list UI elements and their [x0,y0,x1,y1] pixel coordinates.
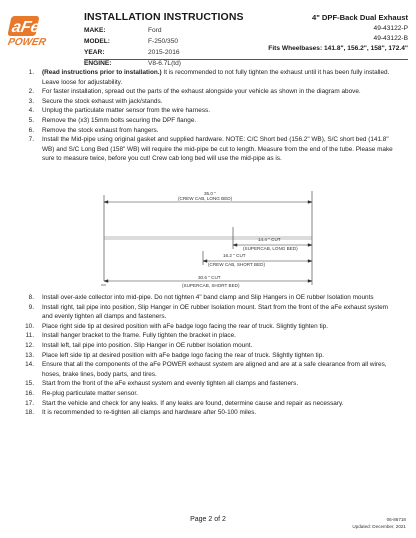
step-text: Remove the (x3) 15mm bolts securing the DPF flange. [42,116,197,124]
list-item [22,322,398,332]
afe-power-logo [4,14,78,48]
model-label: MODEL: [84,38,111,45]
page-number: Page 2 of 2 [190,516,226,523]
step-number: 10. [25,322,34,330]
dim-supercab-long-bed: 14.4 " CUT [258,237,281,242]
list-item [22,293,398,303]
wheelbase-fit: Fits Wheelbases: 141.8", 156.2", 158", 172.4" [268,45,408,53]
step-number: 9. [28,303,34,311]
list-item [22,408,398,418]
svg-text:POWER: POWER [6,37,47,48]
step-number: 15. [25,380,34,388]
dim-supercab-short-bed-note: (SUPERCAB, SHORT BED) [182,283,240,288]
step-text: Install over-axle collector into mid-pipe. Do not tighten 4" band clamp and Slip Hangers in OE rubber Isolation mounts [42,294,374,301]
dim-supercab-long-bed-note: (SUPERCAB, LONG BED) [243,246,298,251]
step-number: 17. [25,399,34,407]
step-text: Install right, tail pipe into position, Slip Hanger in OE rubber Isolation mount. Start from the front of the aFe exhaust system and evenly tighten all clamps and fasteners. [42,303,388,321]
list-item [22,399,398,409]
step-number: 4. [28,107,34,115]
list-item [22,68,398,87]
step-text: Unplug the particulate matter sensor from the wire harness. [42,107,211,115]
step-number: 14. [25,361,34,369]
engine-value: V8-6.7L(td) [148,60,181,67]
doc-number: 06-86718 [386,517,406,522]
list-item [22,341,398,351]
header-divider [84,59,408,60]
step-number: 5. [28,116,34,124]
step-number: 16. [25,389,34,397]
dim-crew-cab-short-bed: 16.2 " CUT [223,253,246,258]
list-item [22,135,398,164]
model-value: F-250/350 [148,38,179,45]
step-emphasis: (Read instructions prior to installation.) [42,69,162,76]
list-item [22,303,398,322]
step-text: Install the Mid-pipe using original gasket and supplied hardware. NOTE: C/C Short bed (156.2" WB), S/C short bed (141.8" WB) and S/C Long Bed (158" WB) will require the mid-pipe be cut to length. Measure from the end of the tube. Please make sure to measure twice, before you cut! Crew cab long bed will use the mid-pipe as is. [42,136,393,163]
step-text: Start the vehicle and check for any leaks. If any leaks are found, determine cause and repair as necessary. [42,399,344,407]
step-number: 11. [25,332,34,340]
make-label: MAKE: [84,27,106,34]
step-text: Place left side tip at desired position with aFe badge logo facing the rear of truck. Slightly tighten tip. [42,351,325,359]
step-number: 18. [25,409,34,417]
engine-label: ENGINE: [84,60,112,67]
step-text: It is recommended to not fully tighten the exhaust until it has been fully installed. Leave loose for adjustability. [42,69,390,86]
updated-date: Updated: December, 2021 [352,524,406,529]
list-item [22,331,398,341]
step-text: Start from the front of the aFe exhaust system and evenly tighten all clamps and fasteners. [42,380,299,388]
product-name: 4" DPF-Back Dual Exhaust [311,13,408,22]
list-item [22,360,398,379]
year-value: 2015-2016 [148,49,180,56]
step-text: It is recommended to re-tighten all clamps and hardware after 50-100 miles. [42,409,257,417]
list-item [22,379,398,389]
part-number-b: 49-43122-B [373,35,408,43]
step-text: For faster installation, spread out the parts of the exhaust alongside your vehicle as shown in the diagram above. [42,88,361,96]
list-item [22,389,398,399]
dim-crew-cab-long-bed-note: (CREW CAB, LONG BED) [178,196,233,201]
mid-pipe-cut-diagram [98,189,323,289]
list-item [22,351,398,361]
part-number-p: 49-43122-P [373,25,408,32]
dim-supercab-short-bed: 30.6 " CUT [198,275,221,280]
dim-crew-cab-short-bed-note: (CREW CAB, SHORT BED) [208,262,266,267]
list-item [22,116,398,126]
dimension-lines [104,201,312,283]
list-item [22,97,398,107]
make-value: Ford [148,27,162,34]
step-text: Place right side tip at desired position with aFe badge logo facing the rear of truck. Slightly tighten tip. [42,322,328,330]
doc-title: INSTALLATION INSTRUCTIONS [84,11,244,23]
step-text: Install left, tail pipe into position. Slip Hanger in OE rubber Isolation mount. [42,341,253,349]
year-label: YEAR: [84,49,105,56]
vehicle-info [84,11,274,69]
step-text: Ensure that all the components of the aFe POWER exhaust system are aligned and are at a safe clearance from all wires, hoses, brake lines, body parts, and tires. [42,361,387,378]
product-info [268,12,408,55]
step-number: 6. [28,126,34,134]
steps-list [22,68,398,164]
step-number: 3. [28,97,34,105]
step-number: 13. [25,351,34,359]
step-number: 8. [28,294,34,301]
step-text: Re-plug particulate matter sensor. [42,389,138,397]
step-number: 2. [28,88,34,96]
dim-crew-cab-long-bed: 35.0 " [204,191,216,196]
step-number: 12. [25,341,34,349]
steps-list-continued [22,293,398,418]
list-item [22,106,398,116]
step-text: Remove the stock exhaust from hangers. [42,126,159,134]
doc-footer [352,516,406,530]
step-text: Install hanger bracket to the frame. Fully tighten the bracket in place. [42,332,236,340]
list-item [22,126,398,136]
list-item [22,87,398,97]
svg-text:aFe: aFe [10,18,42,36]
step-text: Secure the stock exhaust with jack/stands. [42,97,163,105]
step-number: 7. [28,136,34,144]
step-number: 1. [28,69,34,76]
